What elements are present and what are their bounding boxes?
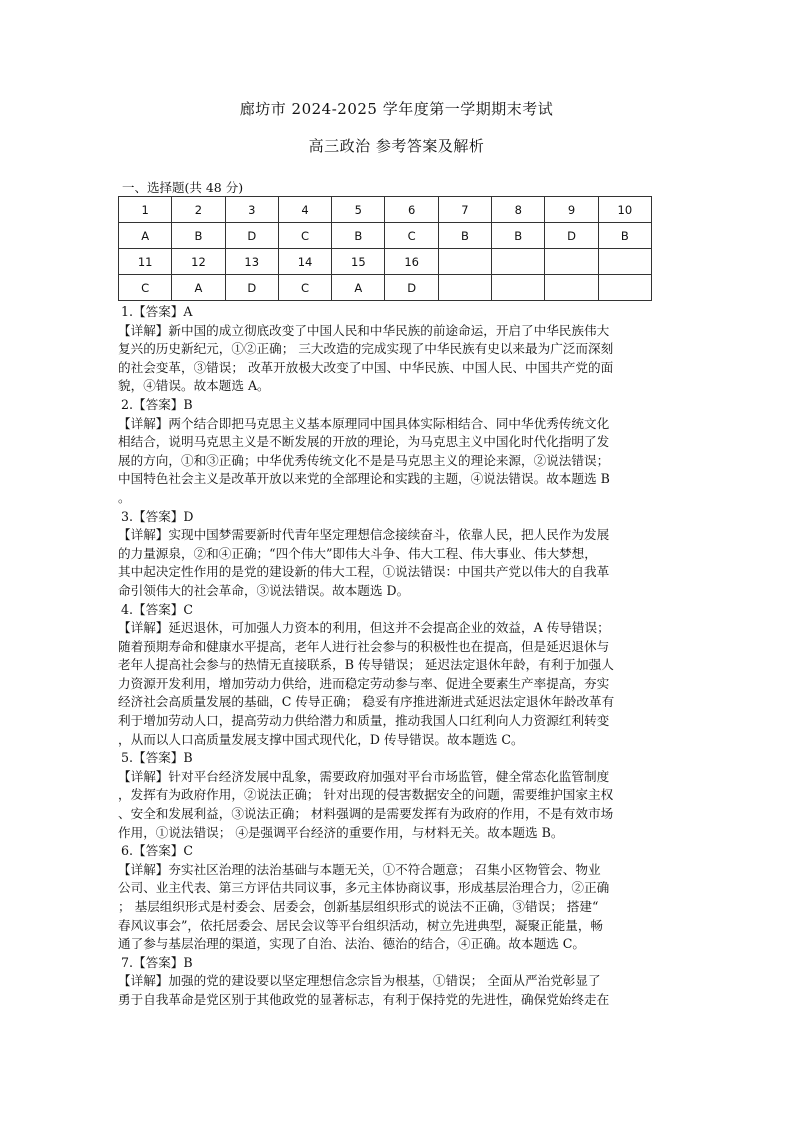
text-line: 勇于自我革命是党区别于其他政党的显著标志，有利于保持党的先进性，确保党始终走在 xyxy=(118,991,610,1007)
table-cell: 6 xyxy=(385,197,438,223)
table-cell: C xyxy=(385,223,438,249)
table-cell: C xyxy=(278,275,331,301)
answer-heading: 2.【答案】B xyxy=(121,396,193,412)
table-cell: D xyxy=(225,223,278,249)
table-cell: 12 xyxy=(172,249,225,275)
table-cell: 2 xyxy=(172,197,225,223)
text-line: 力资源开发利用，增加劳动力供给，进而稳定劳动参与率、促进全要素生产率提高，夯实 xyxy=(118,675,610,691)
text-line: 作用，①说法错误； ④是强调平台经济的重要作用，与材料无关。故本题选 B。 xyxy=(118,824,564,840)
table-cell: C xyxy=(119,275,172,301)
explanation-body xyxy=(118,303,678,1010)
table-cell: D xyxy=(385,275,438,301)
table-cell: 1 xyxy=(119,197,172,223)
table-cell: D xyxy=(225,275,278,301)
text-line: 【详解】针对平台经济发展中乱象，需要政府加强对平台市场监管，健全常态化监管制度 xyxy=(118,768,610,784)
text-line: 经济社会高质量发展的基础，C 传导正确； 稳妥有序推进渐进式延迟法定退休年龄改革有 xyxy=(118,694,615,710)
table-row xyxy=(119,223,652,249)
table-cell: A xyxy=(172,275,225,301)
section-heading: 一、选择题(共 48 分) xyxy=(122,180,244,195)
text-line: 【详解】两个结合即把马克思主义基本原理同中国具体实际相结合、同中华优秀传统文化 xyxy=(118,415,610,431)
answer-heading: 3.【答案】D xyxy=(121,508,194,524)
text-line: ，发挥有为政府作用，②说法正确； 针对出现的侵害数据安全的问题，需要维护国家主权 xyxy=(118,787,614,803)
table-cell: 13 xyxy=(225,249,278,275)
table-cell: C xyxy=(278,223,331,249)
table-cell: 15 xyxy=(332,249,385,275)
text-line: 貌，④错误。故本题选 A。 xyxy=(118,378,270,394)
table-cell: D xyxy=(545,223,598,249)
text-line: 复兴的历史新纪元，①②正确； 三大改造的完成实现了中华民族有史以来最为广泛而深刻 xyxy=(118,341,614,357)
text-line: ，从而以人口高质量发展支撑中国式现代化，D 传导错误。故本题选 C。 xyxy=(118,731,524,747)
text-line: 【详解】实现中国梦需要新时代青年坚定理想信念接续奋斗，依靠人民，把人民作为发展 xyxy=(118,527,610,543)
table-cell: 11 xyxy=(119,249,172,275)
text-line: 的力量源泉，②和④正确；“四个伟大”即伟大斗争、伟大工程、伟大事业、伟大梦想， xyxy=(118,545,597,561)
table-cell: 14 xyxy=(278,249,331,275)
table-cell xyxy=(545,275,598,301)
answer-heading: 7.【答案】B xyxy=(121,954,193,970)
text-line: 中国特色社会主义是改革开放以来党的全部理论和实践的主题，④说法错误。故本题选 B xyxy=(118,471,610,487)
table-row xyxy=(119,249,652,275)
text-line: 命引领伟大的社会革命，③说法错误。故本题选 D。 xyxy=(118,582,410,598)
table-cell xyxy=(598,275,651,301)
table-row xyxy=(119,275,652,301)
text-line: 【详解】加强的党的建设要以坚定理想信念宗旨为根基，①错误； 全面从严治党彰显了 xyxy=(118,973,601,989)
text-line: 、安全和发展利益，③说法正确； 材料强调的是需要发挥有为政府的作用，不是有效市场 xyxy=(118,806,614,822)
document-title: 廊坊市 2024-2025 学年度第一学期期末考试 xyxy=(239,100,554,118)
text-line: 展的方向，①和③正确；中华优秀传统文化不是是马克思主义的理论来源，②说法错误； xyxy=(118,452,610,468)
table-cell: 5 xyxy=(332,197,385,223)
text-line: 【详解】延迟退休，可加强人力资本的利用，但这并不会提高企业的效益，A 传导错误； xyxy=(118,620,610,636)
text-line: 相结合，说明马克思主义是不断发展的开放的理论，为马克思主义中国化时代化指明了发 xyxy=(118,434,610,450)
table-cell: B xyxy=(492,223,545,249)
text-line: 的社会变革，③错误； 改革开放极大改变了中国、中华民族、中国人民、中国共产党的面 xyxy=(118,359,614,375)
text-line: 公司、业主代表、第三方评估共同议事，多元主体协商议事，形成基层治理合力，②正确 xyxy=(118,880,610,896)
table-cell: 3 xyxy=(225,197,278,223)
answer-heading: 1.【答案】A xyxy=(121,304,193,319)
table-cell: 7 xyxy=(438,197,491,223)
text-line: ； 基层组织形式是村委会、居委会，创新基层组织形式的说法不正确，③错误； 搭建“ xyxy=(118,899,599,914)
table-cell xyxy=(545,249,598,275)
text-line: 老年人提高社会参与的热情无直接联系，B 传导错误； 延迟法定退休年龄，有利于加强人 xyxy=(118,657,614,673)
text-line: 其中起决定性作用的是党的建设新的伟大工程，①说法错误：中国共产党以伟大的自我革 xyxy=(118,564,610,580)
answer-heading: 5.【答案】B xyxy=(121,750,193,766)
document-subtitle: 高三政治 参考答案及解析 xyxy=(308,137,485,155)
table-cell xyxy=(438,275,491,301)
table-cell: B xyxy=(172,223,225,249)
table-cell: 4 xyxy=(278,197,331,223)
answer-heading: 6.【答案】C xyxy=(121,843,194,859)
table-cell xyxy=(492,275,545,301)
text-line: 春风议事会”，依托居委会、居民会议等平台组织活动，树立先进典型，凝聚正能量，畅 xyxy=(118,917,604,933)
text-line: 【详解】夯实社区治理的法治基础与本题无关，①不符合题意； 召集小区物管会、物业 xyxy=(118,861,601,877)
answer-heading: 4.【答案】C xyxy=(121,601,194,617)
table-row xyxy=(119,197,652,223)
text-line: 【详解】新中国的成立彻底改变了中国人民和中华民族的前途命运，开启了中华民族伟大 xyxy=(118,322,610,338)
text-line: 。 xyxy=(118,489,131,505)
table-cell: A xyxy=(119,223,172,249)
table-cell: B xyxy=(598,223,651,249)
table-cell: 16 xyxy=(385,249,438,275)
answer-table xyxy=(118,196,652,301)
table-cell: 8 xyxy=(492,197,545,223)
table-cell xyxy=(492,249,545,275)
table-cell: B xyxy=(438,223,491,249)
table-cell: 9 xyxy=(545,197,598,223)
text-line: 随着预期寿命和健康水平提高，老年人进行社会参与的积极性也在提高，但是延迟退休与 xyxy=(118,638,610,654)
table-cell: A xyxy=(332,275,385,301)
text-line: 利于增加劳动人口，提高劳动力供给潜力和质量，推动我国人口红利向人力资源红利转变 xyxy=(118,713,610,729)
table-cell xyxy=(438,249,491,275)
text-line: 通了参与基层治理的渠道，实现了自治、法治、德治的结合，④正确。故本题选 C。 xyxy=(118,936,586,952)
table-cell xyxy=(598,249,651,275)
table-cell: 10 xyxy=(598,197,651,223)
table-cell: B xyxy=(332,223,385,249)
